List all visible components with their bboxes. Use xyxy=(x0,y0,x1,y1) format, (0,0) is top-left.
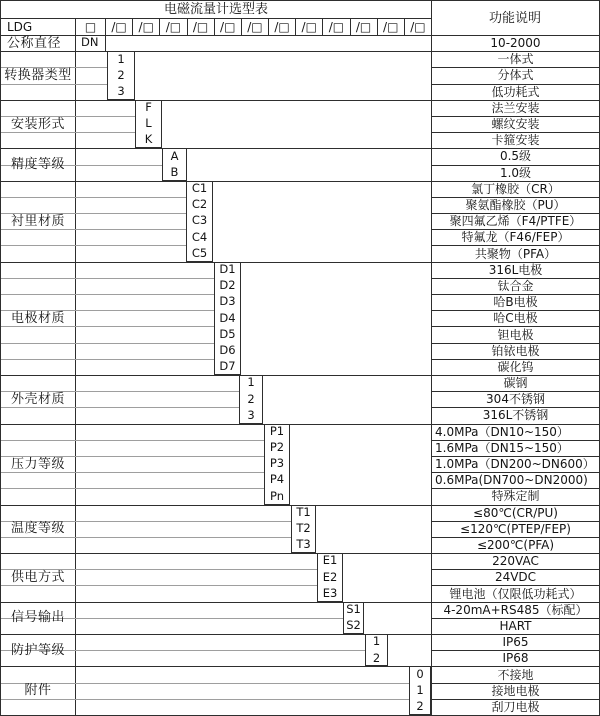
code-cell: P1 xyxy=(269,423,285,438)
description-cell: 0.5级 xyxy=(499,149,532,164)
grid-line xyxy=(105,35,106,51)
model-slot-cell: /□ xyxy=(241,18,268,35)
model-slot-cell: /□ xyxy=(268,18,295,35)
code-cell: K xyxy=(144,132,153,147)
model-slot-cell: /□ xyxy=(132,18,159,35)
table-title: 电磁流量计选型表 xyxy=(163,2,268,17)
code-cell: D2 xyxy=(219,278,236,293)
model-slot-cell: /□ xyxy=(350,18,377,35)
description-cell: HART xyxy=(499,618,532,633)
section-label: 温度等级 xyxy=(10,521,65,537)
description-cell: 氯丁橡胶（CR） xyxy=(471,181,560,196)
code-cell: P3 xyxy=(269,456,285,471)
description-cell: 低功耗式 xyxy=(491,84,540,99)
code-cell: 2 xyxy=(416,699,424,714)
section-label: 信号输出 xyxy=(10,610,65,626)
section-label: 安装形式 xyxy=(10,116,65,132)
code-cell: C1 xyxy=(191,181,208,196)
description-cell: 24VDC xyxy=(494,570,537,585)
description-cell: 1.0级 xyxy=(499,165,532,180)
section-label: 衬里材质 xyxy=(10,213,65,229)
model-prefix-cell: LDG xyxy=(7,19,33,34)
code-cell: 0 xyxy=(416,666,424,681)
description-cell: 316L电极 xyxy=(488,262,543,277)
code-cell: 2 xyxy=(247,391,255,406)
section-label: 电极材质 xyxy=(10,310,65,326)
description-cell: 钛合金 xyxy=(497,278,534,293)
description-cell: ≤120℃(PTEP/FEP) xyxy=(460,521,571,536)
section-label: 精度等级 xyxy=(10,157,65,173)
section-label: 附件 xyxy=(24,683,52,699)
code-cell: T3 xyxy=(296,537,311,552)
code-cell: C4 xyxy=(191,229,208,244)
description-cell: 锂电池（仅限低功耗式） xyxy=(449,586,582,601)
description-cell: IP68 xyxy=(502,651,529,666)
description-cell: 接地电极 xyxy=(491,683,540,698)
description-cell: 聚氨酯橡胶（PU） xyxy=(465,197,566,212)
code-cell: S2 xyxy=(346,618,361,633)
description-cell: 1.0MPa（DN200~DN600） xyxy=(435,457,595,472)
code-cell: 1 xyxy=(416,682,424,697)
model-slot-cell: /□ xyxy=(322,18,349,35)
description-cell: 螺纹安装 xyxy=(491,117,540,132)
code-cell: F xyxy=(145,100,152,115)
code-cell: 1 xyxy=(247,375,255,390)
code-cell: P2 xyxy=(269,440,285,455)
description-cell: 分体式 xyxy=(497,68,534,83)
code-cell: 1 xyxy=(372,634,381,649)
code-cell: D1 xyxy=(219,262,236,276)
model-box-cell: □ xyxy=(75,18,105,35)
description-cell: 铂铱电极 xyxy=(491,343,540,358)
description-cell: 一体式 xyxy=(497,52,534,67)
description-cell: 聚四氟乙烯（F4/PTFE） xyxy=(449,214,582,229)
description-cell: 4.0MPa（DN10~150） xyxy=(435,424,569,439)
description-cell: 哈C电极 xyxy=(493,311,538,326)
code-cell: 3 xyxy=(247,407,255,422)
code-cell: 3 xyxy=(117,83,125,98)
code-cell: C5 xyxy=(191,245,208,260)
code-cell: D4 xyxy=(219,310,236,325)
description-cell: 304不锈钢 xyxy=(486,392,545,407)
code-cell: D7 xyxy=(219,359,236,374)
description-cell: 1.6MPa（DN15~150） xyxy=(435,440,569,455)
description-cell: 220VAC xyxy=(492,554,539,569)
section-label: 供电方式 xyxy=(10,569,65,585)
model-slot-cell: /□ xyxy=(295,18,322,35)
model-slot-cell: /□ xyxy=(159,18,186,35)
description-cell: 特氟龙（F46/FEP） xyxy=(461,230,570,245)
code-cell: C3 xyxy=(191,213,208,228)
description-cell: 0.6MPa(DN700~DN2000) xyxy=(435,473,588,488)
code-cell: E1 xyxy=(322,553,338,568)
description-cell: 共聚物（PFA） xyxy=(474,246,557,261)
description-cell: ≤200℃(PFA) xyxy=(476,537,555,552)
model-slot-cell: /□ xyxy=(377,18,404,35)
code-cell: E2 xyxy=(322,569,338,584)
code-cell: T2 xyxy=(296,521,311,536)
function-column-header: 功能说明 xyxy=(488,10,541,26)
description-cell: 刮刀电极 xyxy=(491,699,540,714)
description-cell: IP65 xyxy=(502,635,529,650)
description-cell: 特殊定制 xyxy=(491,489,540,504)
description-cell: 316L不锈钢 xyxy=(482,408,549,423)
code-cell: D6 xyxy=(219,342,236,357)
description-cell: ≤80℃(CR/PU) xyxy=(473,505,558,520)
code-cell: T1 xyxy=(296,504,311,519)
description-cell: 碳化钨 xyxy=(497,359,534,374)
section-label: 压力等级 xyxy=(10,456,65,472)
description-cell: 不接地 xyxy=(497,667,534,682)
section-label: 外壳材质 xyxy=(10,391,65,407)
model-slot-cell: /□ xyxy=(214,18,241,35)
code-cell: L xyxy=(145,116,152,131)
description-cell: 钽电极 xyxy=(497,327,534,342)
code-cell: 2 xyxy=(117,67,125,82)
code-cell: B xyxy=(170,164,179,179)
section-label: 公称直径 xyxy=(7,35,62,51)
code-cell: A xyxy=(170,148,179,163)
code-cell: P4 xyxy=(269,472,285,487)
model-slot-cell: /□ xyxy=(105,18,132,35)
code-cell: Pn xyxy=(269,488,285,503)
description-cell: 法兰安装 xyxy=(491,100,540,115)
section-label: 转换器类型 xyxy=(4,67,72,83)
description-cell: 哈B电极 xyxy=(493,295,538,310)
description-cell: 10-2000 xyxy=(490,36,541,51)
description-cell: 4-20mA+RS485（标配） xyxy=(443,602,588,617)
code-cell: E3 xyxy=(322,585,338,600)
grid-line xyxy=(1,18,431,19)
section-label: 防护等级 xyxy=(10,642,65,658)
code-cell: 1 xyxy=(117,51,125,66)
code-cell: DN xyxy=(81,35,99,50)
code-cell: S1 xyxy=(346,602,361,616)
model-slot-cell: /□ xyxy=(404,18,431,35)
model-slot-cell: /□ xyxy=(187,18,214,35)
code-cell: D3 xyxy=(219,294,236,309)
code-cell: D5 xyxy=(219,326,236,341)
code-cell: 2 xyxy=(372,650,381,665)
code-cell: C2 xyxy=(191,197,208,212)
description-cell: 碳钢 xyxy=(503,376,528,391)
description-cell: 卡箍安装 xyxy=(491,133,540,148)
